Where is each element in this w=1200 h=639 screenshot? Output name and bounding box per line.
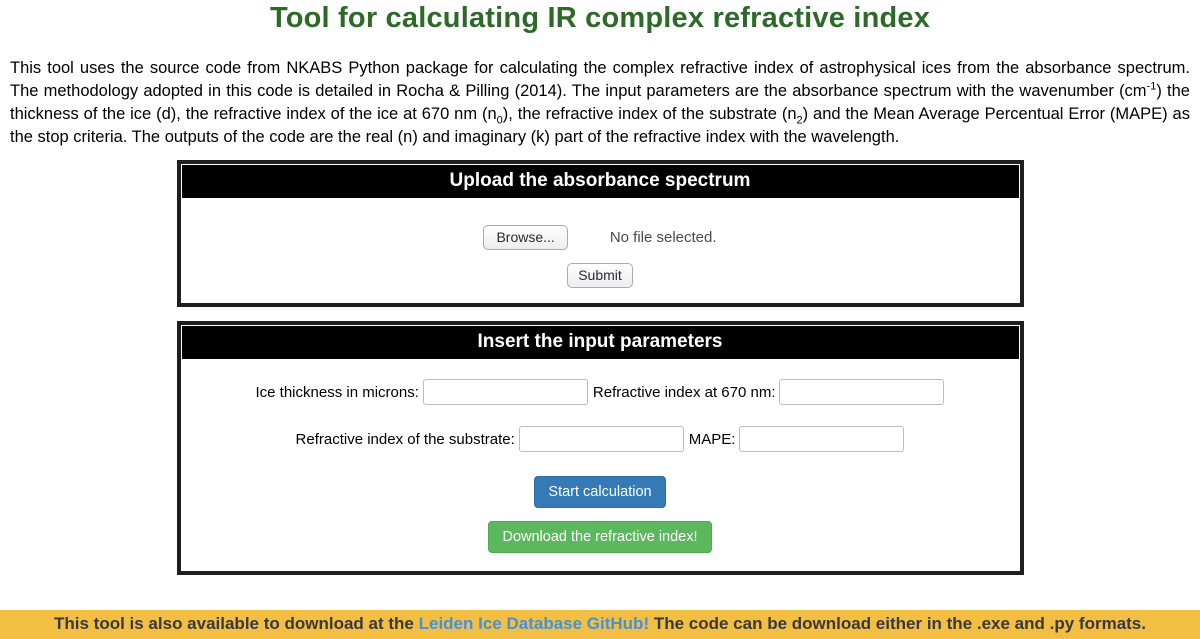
upload-panel-header: Upload the absorbance spectrum <box>182 165 1019 198</box>
upload-panel-body <box>182 198 1019 302</box>
download-row <box>182 521 1019 553</box>
mape-input[interactable] <box>739 426 904 452</box>
substrate-label: Refractive index of the substrate: <box>295 430 515 448</box>
file-status-text: No file selected. <box>609 229 717 246</box>
refractive-670-input[interactable] <box>779 379 944 405</box>
submit-row <box>182 263 1019 288</box>
substrate-input[interactable] <box>519 426 684 452</box>
parameters-panel-body <box>182 359 1019 570</box>
download-refractive-index-button[interactable]: Download the refractive index! <box>488 521 711 553</box>
page-title: Tool for calculating IR complex refractive index <box>269 2 931 34</box>
mape-label: MAPE: <box>688 430 736 448</box>
footer-github-link[interactable]: Leiden Ice Database GitHub! <box>418 614 650 633</box>
start-calculation-row <box>182 476 1019 508</box>
footer-text-after: The code can be download either in the .exe and .py formats. <box>649 614 1146 633</box>
file-input-row <box>182 225 1019 250</box>
ice-thickness-label: Ice thickness in microns: <box>255 383 419 401</box>
ice-thickness-input[interactable] <box>423 379 588 405</box>
submit-button[interactable]: Submit <box>567 263 633 288</box>
form-row-1 <box>182 379 1019 405</box>
form-row-2 <box>182 426 1019 452</box>
footer-download-bar <box>0 610 1200 639</box>
intro-paragraph: This tool uses the source code from NKABS Python package for calculating the complex refractive index of astrophysical ices from the absorbance spectrum. The methodology adopted in this code is detailed in Rocha & Pilling (2014). The input parameters are the absorbance spectrum with the wavenumber $(cm^{-1})$ the thickness of the ice (d), the refractive index of the ice at 670 nm $(n_0)$, the refractive index of the substrate $(n_2)$ and the Mean Average Percentual Error (MAPE) as the stop criteria. The outputs of the code are the real (n) and imaginary (k) part of the refractive index with the wavelength. <box>10 59 1190 146</box>
parameters-panel-header: Insert the input parameters <box>182 326 1019 359</box>
upload-panel <box>177 160 1024 307</box>
start-calculation-button[interactable]: Start calculation <box>534 476 665 508</box>
parameters-panel <box>177 321 1024 575</box>
browse-button[interactable]: Browse... <box>483 225 567 250</box>
footer-text-before: This tool is also available to download at the <box>53 614 419 633</box>
refractive-670-label: Refractive index at 670 nm: <box>592 383 776 401</box>
